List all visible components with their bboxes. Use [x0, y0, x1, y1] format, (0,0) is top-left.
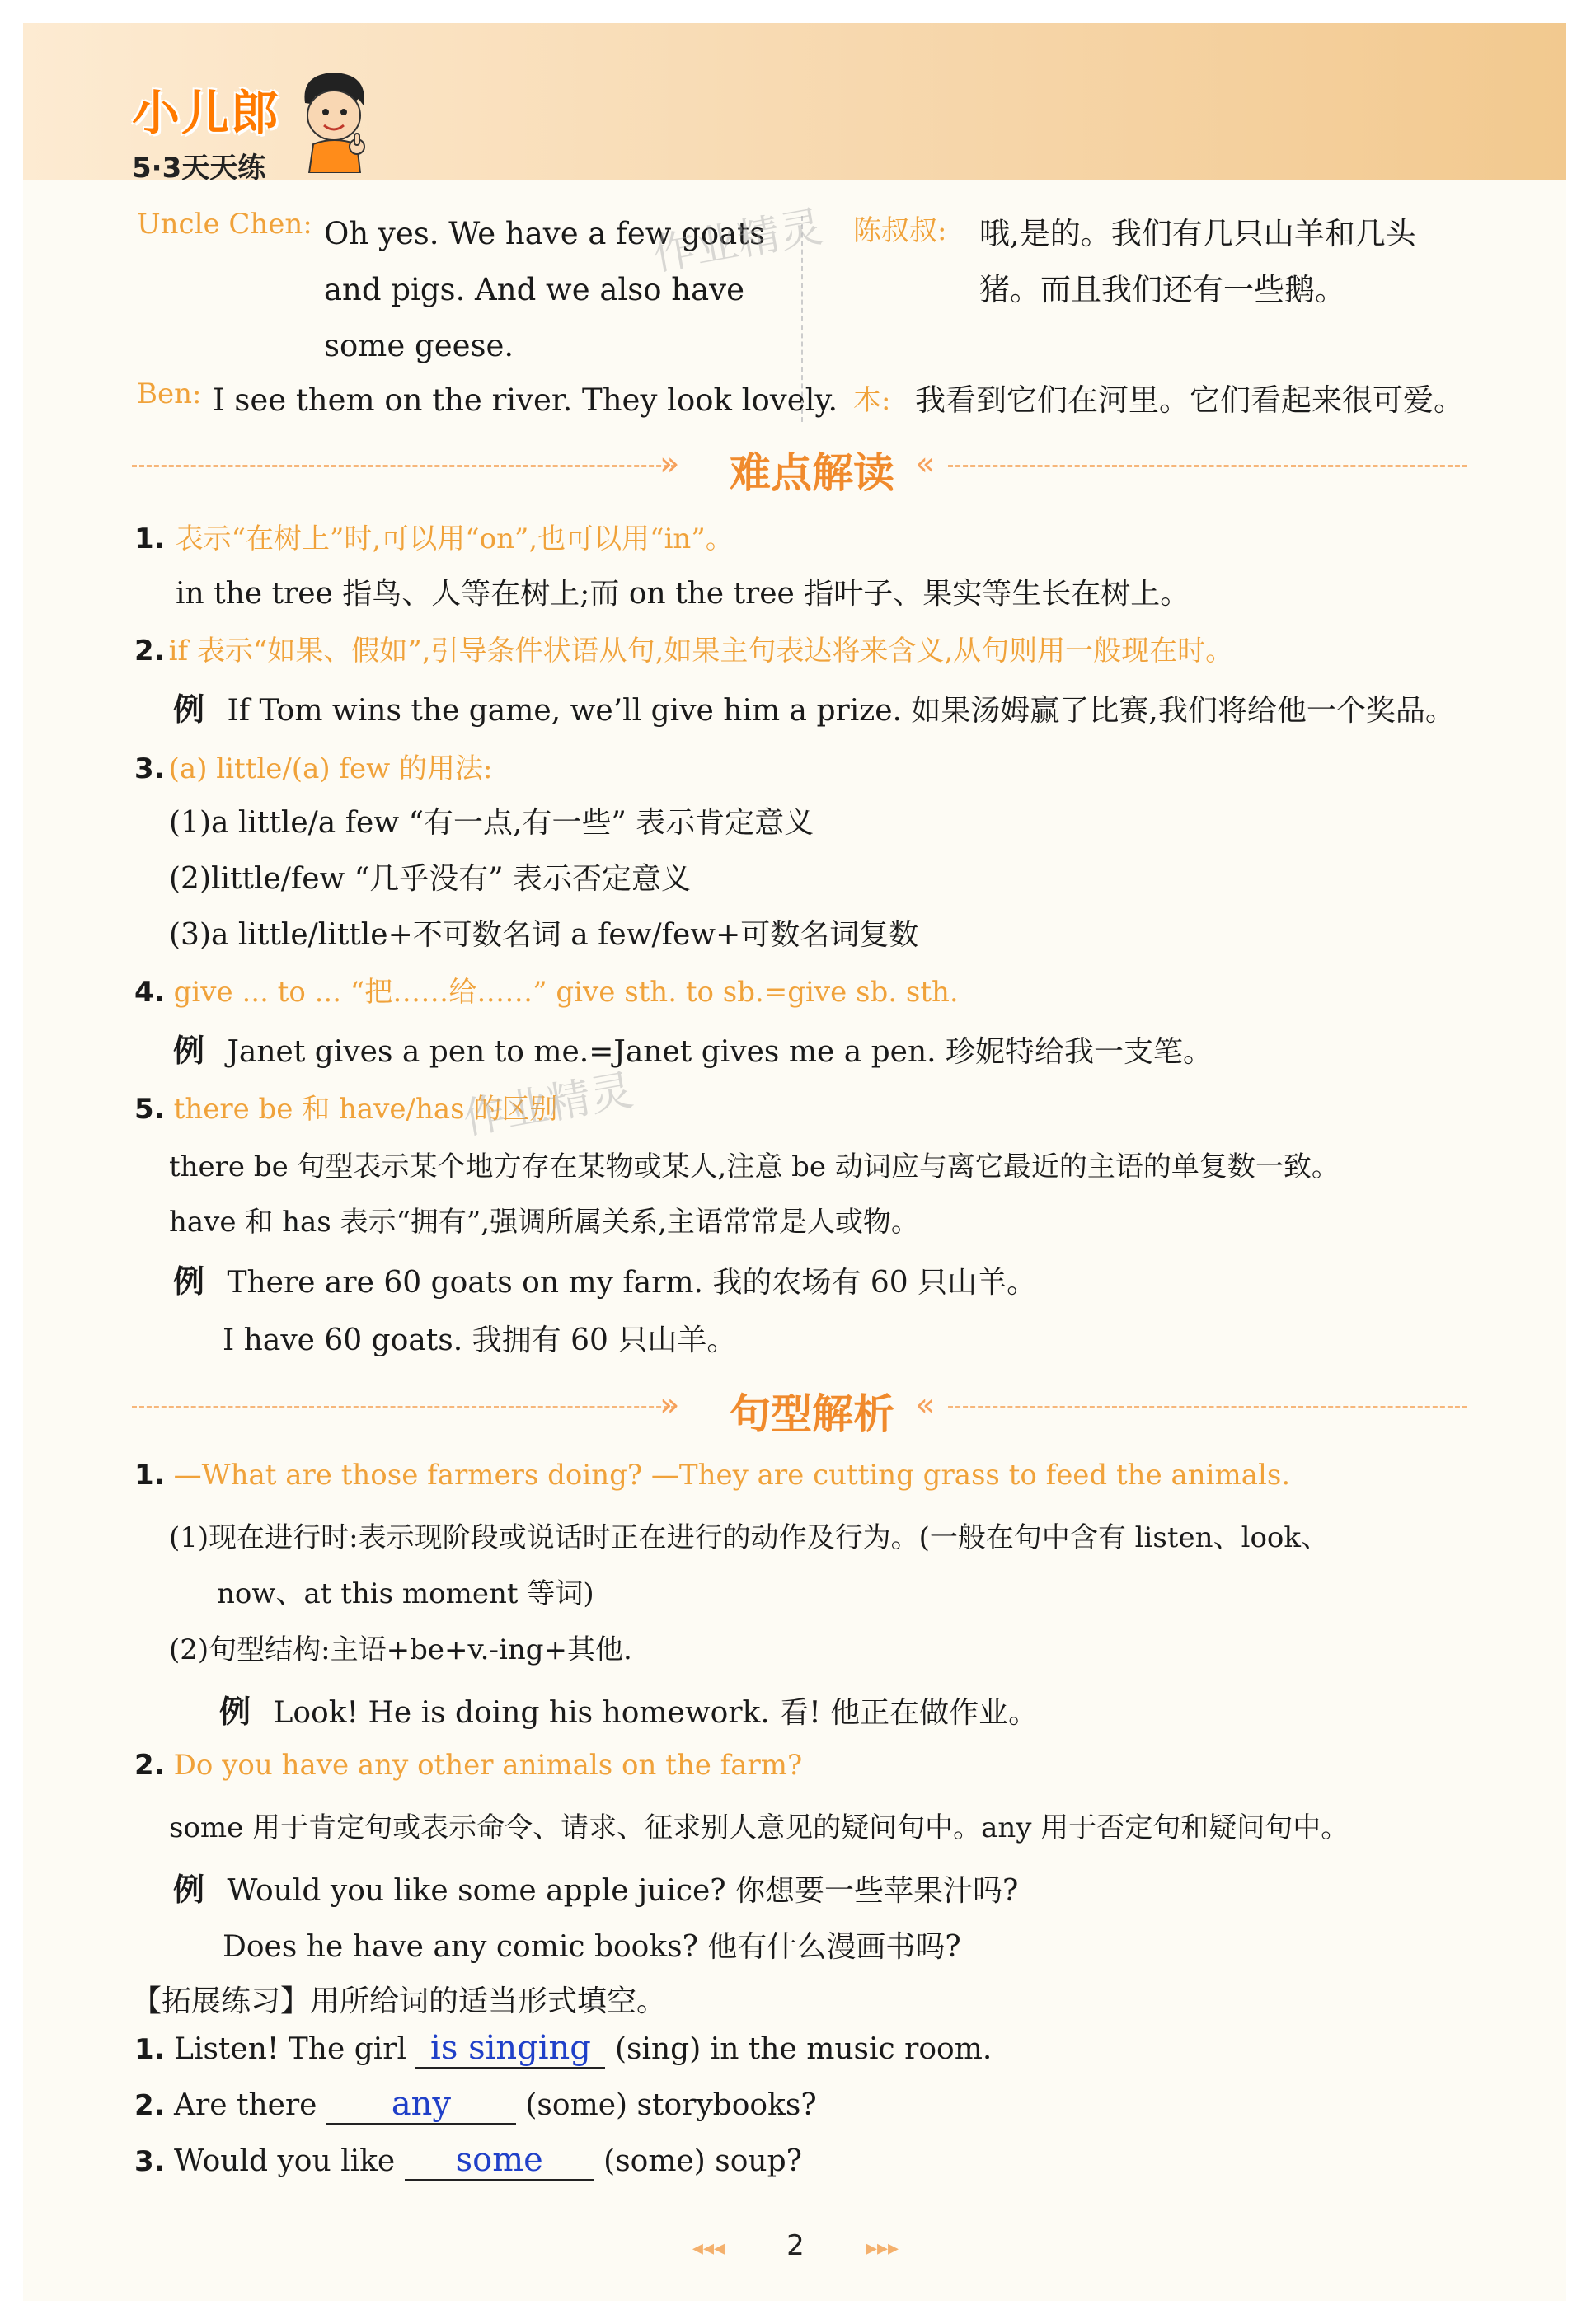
- dashed-line-right: [948, 465, 1467, 467]
- note-item-3: 3. (a) little/(a) few 的用法:: [134, 752, 493, 785]
- pattern-1-line-1: (1)现在进行时:表示现阶段或说话时正在进行的动作及行为。(一般在句中含有 listen、look、: [169, 1521, 1329, 1554]
- section-title: 句型解析: [730, 1390, 894, 1438]
- pattern-item-2: 2. Do you have any other animals on the farm?: [134, 1749, 803, 1782]
- section-header-difficulties: [132, 440, 1467, 497]
- uncle-line-2: and pigs. And we also have: [324, 272, 744, 307]
- dashed-line-right: [948, 1406, 1467, 1408]
- practice-question-3: 3. Would you like some (some) soup?: [134, 2141, 802, 2179]
- section-header-sentence-patterns: [132, 1381, 1467, 1438]
- note-4-example: 例 Janet gives a pen to me.=Janet gives me a pen. 珍妮特给我一支笔。: [173, 1032, 1213, 1069]
- pattern-1-line-2: (2)句型结构:主语+be+v.-ing+其他.: [169, 1633, 632, 1666]
- dashed-line-left: [132, 1406, 676, 1408]
- answer-blank-1[interactable]: is singing: [415, 2029, 605, 2069]
- section-title: 难点解读: [730, 449, 894, 497]
- answer-blank-2[interactable]: any: [326, 2085, 516, 2125]
- mascot-boy-icon: [293, 66, 375, 173]
- note-item-4: 4. give ... to ... “把……给……” give sth. to sb.=give sb. sth.: [134, 976, 959, 1009]
- ben-speaker-en: Ben:: [137, 377, 202, 410]
- pattern-2-example: 例 Would you like some apple juice? 你想要一些苹果汁吗?: [173, 1871, 1019, 1908]
- logo-subtitle: 5·3天天练: [132, 152, 266, 185]
- pattern-1-line-1b: now、at this moment 等词): [217, 1577, 594, 1610]
- note-5-example-2: I have 60 goats. 我拥有 60 只山羊。: [223, 1324, 737, 1357]
- logo: [132, 74, 280, 185]
- uncle-speaker-cn: 陈叔叔:: [853, 214, 947, 247]
- practice-question-2: 2. Are there any (some) storybooks?: [134, 2085, 817, 2123]
- double-chevron-left-icon: «: [915, 445, 936, 483]
- note-3-line-1: (1)a little/a few “有一点,有一些” 表示肯定意义: [169, 806, 814, 840]
- uncle-line-1: Oh yes. We have a few goats: [324, 216, 766, 251]
- watermark: 作业精灵: [649, 202, 827, 281]
- triple-arrow-right-icon: ▸▸▸: [866, 2236, 899, 2261]
- note-3-line-3: (3)a little/little+不可数名词 a few/few+可数名词复数: [169, 918, 919, 952]
- answer-blank-3[interactable]: some: [405, 2141, 594, 2181]
- note-1-body: in the tree 指鸟、人等在树上;而 on the tree 指叶子、果实等生长在树上。: [176, 577, 1190, 611]
- note-2-example: 例 If Tom wins the game, we’ll give him a prize. 如果汤姆赢了比赛,我们将给他一个奖品。: [173, 691, 1455, 728]
- note-item-1: 1. 表示“在树上”时,可以用“on”,也可以用“in”。: [134, 522, 734, 555]
- page-number: 2: [786, 2229, 805, 2262]
- pattern-1-example: 例 Look! He is doing his homework. 看! 他正在做作业。: [219, 1693, 1039, 1730]
- dashed-line-left: [132, 465, 676, 467]
- note-item-2: 2. if 表示“如果、假如”,引导条件状语从句,如果主句表达将来含义,从句则用一般现在时。: [134, 635, 1234, 668]
- pattern-item-1: 1. —What are those farmers doing? —They are cutting grass to feed the animals.: [134, 1459, 1291, 1492]
- triple-arrow-left-icon: ◂◂◂: [692, 2236, 725, 2261]
- practice-heading: 【拓展练习】用所给词的适当形式填空。: [132, 1984, 667, 2018]
- watermark-2: 作业精灵: [459, 1066, 637, 1145]
- double-chevron-left-icon: «: [915, 1386, 936, 1424]
- practice-question-1: 1. Listen! The girl is singing (sing) in the music room.: [134, 2029, 993, 2067]
- pattern-2-line-1: some 用于肯定句或表示命令、请求、征求别人意见的疑问句中。any 用于否定句和疑问句中。: [169, 1811, 1349, 1844]
- logo-title: 小儿郎: [132, 85, 281, 141]
- ben-line: I see them on the river. They look lovely.: [213, 382, 838, 418]
- note-3-line-2: (2)little/few “几乎没有” 表示否定意义: [169, 862, 692, 896]
- pattern-2-example-2: Does he have any comic books? 他有什么漫画书吗?: [223, 1930, 961, 1964]
- uncle-line-3: some geese.: [324, 328, 514, 363]
- note-item-5: 5. there be 和 have/has 的区别: [134, 1093, 558, 1126]
- note-5-example: 例 There are 60 goats on my farm. 我的农场有 60 只山羊。: [173, 1263, 1037, 1300]
- note-5-line-2: have 和 has 表示“拥有”,强调所属关系,主语常常是人或物。: [169, 1206, 919, 1239]
- uncle-speaker-en: Uncle Chen:: [137, 208, 312, 241]
- uncle-cn-line-1: 哦,是的。我们有几只山羊和几头: [979, 216, 1416, 251]
- uncle-cn-line-2: 猪。而且我们还有一些鹅。: [979, 272, 1345, 307]
- ben-speaker-cn: 本:: [853, 384, 891, 417]
- double-chevron-right-icon: »: [659, 1386, 680, 1424]
- double-chevron-right-icon: »: [659, 445, 680, 483]
- ben-cn-line: 我看到它们在河里。它们看起来很可爱。: [915, 382, 1464, 418]
- page-footer: [0, 2229, 1591, 2262]
- note-5-line-1: there be 句型表示某个地方存在某物或某人,注意 be 动词应与离它最近的主语的单复数一致。: [169, 1150, 1340, 1183]
